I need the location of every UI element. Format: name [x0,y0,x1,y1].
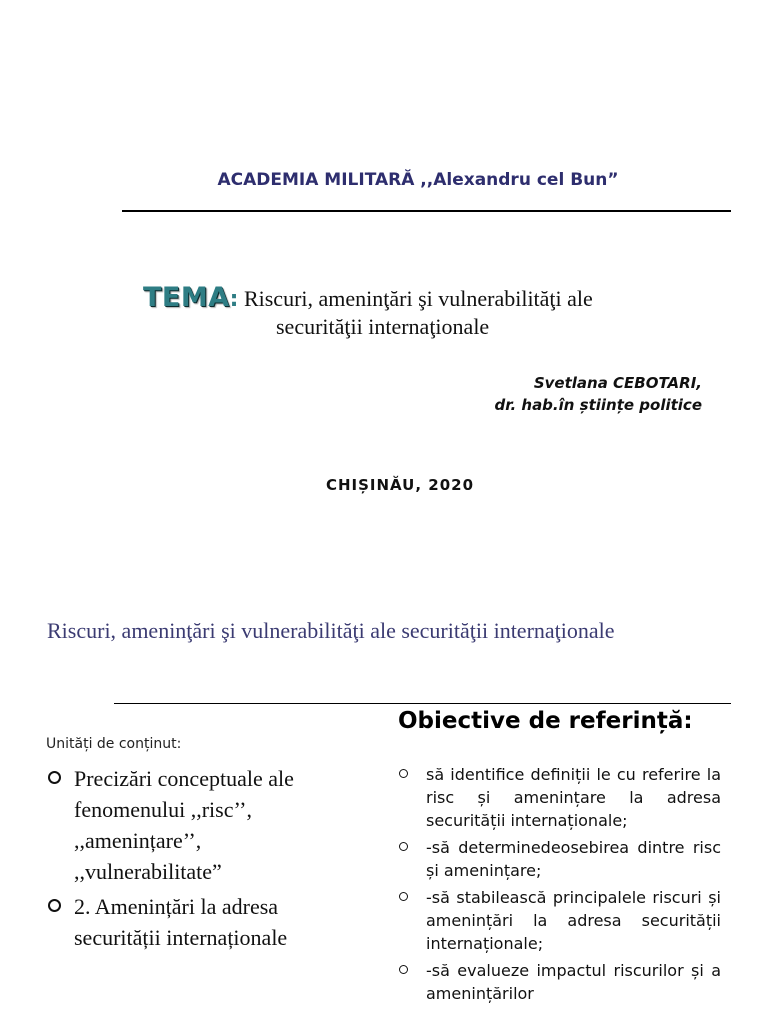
slide-title-divider [114,703,731,704]
list-item [46,763,346,887]
objective-text: -să stabilească principalele riscuri și amenințări la adresa securității internaționale; [426,888,721,953]
unit-text: 2. Amenințări la adresa securității internaționale [74,894,288,950]
circle-bullet-icon [399,892,408,901]
objectives-heading: Obiective de referință: [398,708,693,734]
unit-text: Precizări conceptuale ale fenomenului ,,risc’’, ,,amenințare’’, ,,vulnerabilitate” [74,766,294,884]
topic-title-text-1: Riscuri, ameninţări şi vulnerabilităţi ale [238,286,593,311]
circle-bullet-icon [48,899,61,912]
list-item [396,836,721,882]
circle-bullet-icon [399,769,408,778]
tema-colon: : [229,287,239,312]
tema-label: TEMA [143,282,230,313]
objectives-list [396,763,721,1009]
author-block [494,372,702,416]
author-degree: dr. hab.în științe politice [494,396,702,414]
slide-title: Riscuri, ameninţări şi vulnerabilităţi ale securităţii internaţionale [47,618,615,643]
topic-title-line-1 [143,282,593,313]
list-item [46,891,346,953]
objective-text: -să evalueze impactul riscurilor și a amenințărilor [426,961,721,1003]
objective-text: -să determinedeosebirea dintre risc și amenințare; [426,838,721,880]
circle-bullet-icon [48,771,61,784]
academy-name: ACADEMIA MILITARĂ ,,Alexandru cel Bun” [217,170,619,190]
list-item [396,886,721,955]
circle-bullet-icon [399,842,408,851]
content-units-list [46,763,346,957]
author-name: Svetlana CEBOTARI, [533,374,702,392]
circle-bullet-icon [399,965,408,974]
content-units-label: Unități de conținut: [46,736,182,752]
topic-title-text-2: securităţii internaţionale [276,314,490,339]
list-item [396,959,721,1005]
title-divider [122,210,731,212]
objective-text: să identifice definiții le cu referire la risc și amenințare la adresa securității internaționale; [426,765,721,830]
list-item [396,763,721,832]
city-year: CHIȘINĂU, 2020 [325,476,475,494]
